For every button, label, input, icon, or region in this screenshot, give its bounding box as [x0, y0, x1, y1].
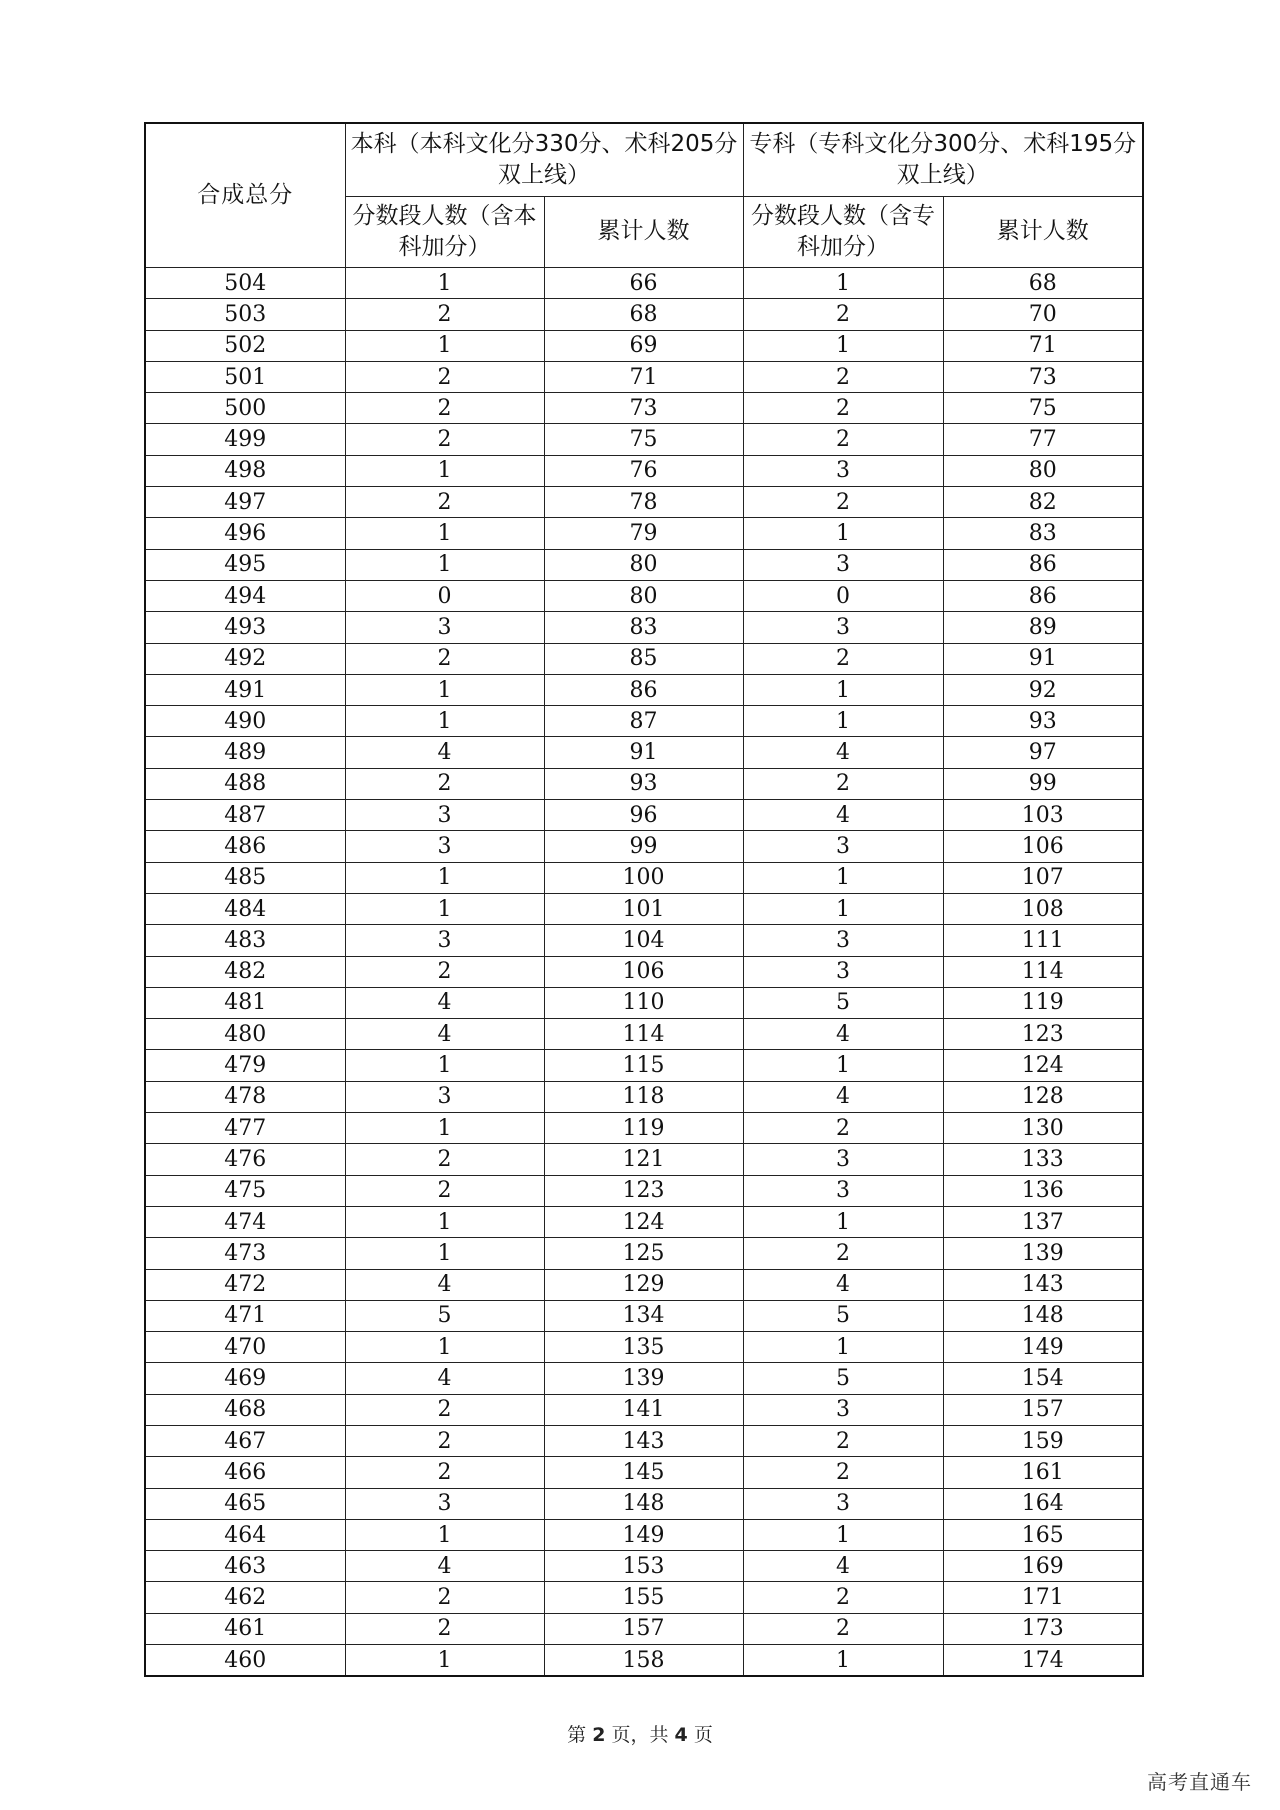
- total-score-cell: 497: [145, 487, 345, 518]
- table-row: [145, 1144, 1143, 1175]
- junior-segment-cell: 3: [743, 1394, 943, 1425]
- undergrad-segment-cell: 1: [345, 674, 544, 705]
- undergrad-segment-cell: 2: [345, 1582, 544, 1613]
- undergrad-segment-cell: 4: [345, 1269, 544, 1300]
- table-row: [145, 487, 1143, 518]
- table-row: [145, 393, 1143, 424]
- total-score-cell: 490: [145, 706, 345, 737]
- table-row: [145, 361, 1143, 392]
- undergrad-segment-cell: 3: [345, 612, 544, 643]
- undergrad-segment-cell: 1: [345, 1519, 544, 1550]
- undergrad-segment-cell: 2: [345, 1175, 544, 1206]
- undergrad-segment-cell: 0: [345, 580, 544, 611]
- junior-cumulative-cell: 137: [943, 1206, 1143, 1237]
- junior-segment-cell: 3: [743, 831, 943, 862]
- undergrad-cumulative-cell: 71: [544, 361, 743, 392]
- header-junior-cumulative: 累计人数: [943, 196, 1143, 268]
- junior-cumulative-cell: 159: [943, 1425, 1143, 1456]
- junior-segment-cell: 1: [743, 1206, 943, 1237]
- table-row: [145, 268, 1143, 299]
- table-header: [145, 123, 1143, 268]
- undergrad-segment-cell: 3: [345, 925, 544, 956]
- junior-cumulative-cell: 71: [943, 330, 1143, 361]
- junior-segment-cell: 2: [743, 1113, 943, 1144]
- total-score-cell: 491: [145, 674, 345, 705]
- undergrad-cumulative-cell: 66: [544, 268, 743, 299]
- total-score-cell: 469: [145, 1363, 345, 1394]
- total-score-cell: 496: [145, 518, 345, 549]
- undergrad-segment-cell: 2: [345, 361, 544, 392]
- table-row: [145, 893, 1143, 924]
- total-score-cell: 463: [145, 1551, 345, 1582]
- junior-cumulative-cell: 154: [943, 1363, 1143, 1394]
- table-row: [145, 1488, 1143, 1519]
- junior-segment-cell: 4: [743, 800, 943, 831]
- table-row: [145, 1582, 1143, 1613]
- undergrad-cumulative-cell: 129: [544, 1269, 743, 1300]
- undergrad-cumulative-cell: 83: [544, 612, 743, 643]
- table-row: [145, 424, 1143, 455]
- undergrad-cumulative-cell: 101: [544, 893, 743, 924]
- undergrad-cumulative-cell: 80: [544, 549, 743, 580]
- junior-cumulative-cell: 157: [943, 1394, 1143, 1425]
- undergrad-segment-cell: 3: [345, 1081, 544, 1112]
- undergrad-segment-cell: 1: [345, 706, 544, 737]
- table-row: [145, 1081, 1143, 1112]
- undergrad-cumulative-cell: 79: [544, 518, 743, 549]
- total-score-cell: 478: [145, 1081, 345, 1112]
- undergrad-cumulative-cell: 148: [544, 1488, 743, 1519]
- watermark: 高考直通车: [1147, 1770, 1252, 1794]
- undergrad-segment-cell: 2: [345, 424, 544, 455]
- undergrad-segment-cell: 1: [345, 1238, 544, 1269]
- junior-cumulative-cell: 83: [943, 518, 1143, 549]
- junior-segment-cell: 2: [743, 487, 943, 518]
- total-score-cell: 492: [145, 643, 345, 674]
- undergrad-segment-cell: 2: [345, 1457, 544, 1488]
- junior-cumulative-cell: 133: [943, 1144, 1143, 1175]
- total-score-cell: 474: [145, 1206, 345, 1237]
- table-row: [145, 549, 1143, 580]
- junior-cumulative-cell: 77: [943, 424, 1143, 455]
- undergrad-cumulative-cell: 125: [544, 1238, 743, 1269]
- junior-segment-cell: 1: [743, 893, 943, 924]
- undergrad-segment-cell: 1: [345, 1206, 544, 1237]
- table-row: [145, 1645, 1143, 1677]
- table-row: [145, 1206, 1143, 1237]
- undergrad-cumulative-cell: 135: [544, 1332, 743, 1363]
- undergrad-cumulative-cell: 143: [544, 1425, 743, 1456]
- undergrad-segment-cell: 1: [345, 1332, 544, 1363]
- junior-cumulative-cell: 165: [943, 1519, 1143, 1550]
- undergrad-cumulative-cell: 80: [544, 580, 743, 611]
- junior-segment-cell: 3: [743, 549, 943, 580]
- undergrad-cumulative-cell: 145: [544, 1457, 743, 1488]
- junior-segment-cell: 3: [743, 1488, 943, 1519]
- junior-cumulative-cell: 86: [943, 549, 1143, 580]
- total-score-cell: 479: [145, 1050, 345, 1081]
- total-score-cell: 493: [145, 612, 345, 643]
- table-row: [145, 1113, 1143, 1144]
- junior-cumulative-cell: 173: [943, 1613, 1143, 1644]
- undergrad-segment-cell: 2: [345, 1425, 544, 1456]
- junior-cumulative-cell: 164: [943, 1488, 1143, 1519]
- undergrad-cumulative-cell: 93: [544, 768, 743, 799]
- junior-segment-cell: 2: [743, 1238, 943, 1269]
- table-row: [145, 1394, 1143, 1425]
- undergrad-cumulative-cell: 76: [544, 455, 743, 486]
- junior-cumulative-cell: 169: [943, 1551, 1143, 1582]
- total-score-cell: 465: [145, 1488, 345, 1519]
- total-score-cell: 467: [145, 1425, 345, 1456]
- junior-cumulative-cell: 107: [943, 862, 1143, 893]
- undergrad-cumulative-cell: 85: [544, 643, 743, 674]
- undergrad-segment-cell: 2: [345, 1613, 544, 1644]
- junior-cumulative-cell: 92: [943, 674, 1143, 705]
- undergrad-segment-cell: 2: [345, 768, 544, 799]
- header-total-score: 合成总分: [145, 123, 345, 268]
- junior-segment-cell: 4: [743, 1551, 943, 1582]
- total-score-cell: 473: [145, 1238, 345, 1269]
- table-row: [145, 299, 1143, 330]
- junior-cumulative-cell: 89: [943, 612, 1143, 643]
- junior-segment-cell: 2: [743, 361, 943, 392]
- undergrad-cumulative-cell: 118: [544, 1081, 743, 1112]
- undergrad-segment-cell: 2: [345, 393, 544, 424]
- junior-segment-cell: 4: [743, 1019, 943, 1050]
- junior-cumulative-cell: 124: [943, 1050, 1143, 1081]
- table-row: [145, 1613, 1143, 1644]
- junior-cumulative-cell: 103: [943, 800, 1143, 831]
- table-row: [145, 737, 1143, 768]
- undergrad-cumulative-cell: 73: [544, 393, 743, 424]
- undergrad-cumulative-cell: 123: [544, 1175, 743, 1206]
- undergrad-segment-cell: 4: [345, 987, 544, 1018]
- junior-cumulative-cell: 174: [943, 1645, 1143, 1677]
- junior-segment-cell: 2: [743, 393, 943, 424]
- total-score-cell: 502: [145, 330, 345, 361]
- junior-segment-cell: 3: [743, 1175, 943, 1206]
- table-row: [145, 1457, 1143, 1488]
- undergrad-cumulative-cell: 158: [544, 1645, 743, 1677]
- undergrad-segment-cell: 5: [345, 1300, 544, 1331]
- undergrad-cumulative-cell: 124: [544, 1206, 743, 1237]
- total-score-cell: 476: [145, 1144, 345, 1175]
- table-row: [145, 768, 1143, 799]
- table-body: [145, 268, 1143, 1677]
- junior-segment-cell: 2: [743, 643, 943, 674]
- undergrad-segment-cell: 2: [345, 299, 544, 330]
- junior-segment-cell: 4: [743, 1269, 943, 1300]
- total-score-cell: 483: [145, 925, 345, 956]
- table-row: [145, 1300, 1143, 1331]
- junior-segment-cell: 0: [743, 580, 943, 611]
- undergrad-segment-cell: 4: [345, 737, 544, 768]
- total-score-cell: 464: [145, 1519, 345, 1550]
- junior-cumulative-cell: 128: [943, 1081, 1143, 1112]
- undergrad-segment-cell: 4: [345, 1551, 544, 1582]
- table-row: [145, 1175, 1143, 1206]
- undergrad-cumulative-cell: 78: [544, 487, 743, 518]
- junior-segment-cell: 3: [743, 1144, 943, 1175]
- junior-segment-cell: 5: [743, 987, 943, 1018]
- junior-segment-cell: 1: [743, 1519, 943, 1550]
- table-row: [145, 956, 1143, 987]
- junior-cumulative-cell: 143: [943, 1269, 1143, 1300]
- total-score-cell: 503: [145, 299, 345, 330]
- undergrad-cumulative-cell: 114: [544, 1019, 743, 1050]
- table-row: [145, 1363, 1143, 1394]
- junior-segment-cell: 1: [743, 862, 943, 893]
- footer-page-number: 2: [592, 1724, 606, 1746]
- undergrad-cumulative-cell: 121: [544, 1144, 743, 1175]
- score-distribution-table: [144, 122, 1144, 1677]
- junior-cumulative-cell: 114: [943, 956, 1143, 987]
- total-score-cell: 486: [145, 831, 345, 862]
- total-score-cell: 475: [145, 1175, 345, 1206]
- undergrad-cumulative-cell: 134: [544, 1300, 743, 1331]
- undergrad-cumulative-cell: 100: [544, 862, 743, 893]
- undergrad-cumulative-cell: 110: [544, 987, 743, 1018]
- undergrad-segment-cell: 1: [345, 455, 544, 486]
- undergrad-cumulative-cell: 96: [544, 800, 743, 831]
- junior-cumulative-cell: 130: [943, 1113, 1143, 1144]
- table-row: [145, 455, 1143, 486]
- total-score-cell: 499: [145, 424, 345, 455]
- junior-segment-cell: 1: [743, 1050, 943, 1081]
- total-score-cell: 487: [145, 800, 345, 831]
- junior-segment-cell: 1: [743, 268, 943, 299]
- header-junior: 专科（专科文化分300分、术科195分双上线）: [743, 123, 1143, 196]
- table-row: [145, 1332, 1143, 1363]
- total-score-cell: 501: [145, 361, 345, 392]
- table-row: [145, 1551, 1143, 1582]
- undergrad-segment-cell: 4: [345, 1019, 544, 1050]
- junior-cumulative-cell: 73: [943, 361, 1143, 392]
- table-row: [145, 1425, 1143, 1456]
- total-score-cell: 477: [145, 1113, 345, 1144]
- undergrad-cumulative-cell: 149: [544, 1519, 743, 1550]
- total-score-cell: 481: [145, 987, 345, 1018]
- junior-segment-cell: 3: [743, 612, 943, 643]
- junior-segment-cell: 5: [743, 1300, 943, 1331]
- undergrad-cumulative-cell: 141: [544, 1394, 743, 1425]
- total-score-cell: 482: [145, 956, 345, 987]
- junior-cumulative-cell: 161: [943, 1457, 1143, 1488]
- junior-segment-cell: 1: [743, 518, 943, 549]
- undergrad-cumulative-cell: 68: [544, 299, 743, 330]
- undergrad-cumulative-cell: 157: [544, 1613, 743, 1644]
- table-row: [145, 580, 1143, 611]
- footer-middle: 页，共: [605, 1724, 675, 1746]
- total-score-cell: 495: [145, 549, 345, 580]
- undergrad-segment-cell: 3: [345, 1488, 544, 1519]
- junior-cumulative-cell: 75: [943, 393, 1143, 424]
- table-row: [145, 1238, 1143, 1269]
- junior-cumulative-cell: 97: [943, 737, 1143, 768]
- junior-cumulative-cell: 111: [943, 925, 1143, 956]
- undergrad-segment-cell: 1: [345, 1113, 544, 1144]
- junior-cumulative-cell: 68: [943, 268, 1143, 299]
- junior-segment-cell: 1: [743, 674, 943, 705]
- undergrad-segment-cell: 1: [345, 1645, 544, 1677]
- table-row: [145, 612, 1143, 643]
- total-score-cell: 471: [145, 1300, 345, 1331]
- undergrad-segment-cell: 1: [345, 862, 544, 893]
- undergrad-cumulative-cell: 153: [544, 1551, 743, 1582]
- total-score-cell: 489: [145, 737, 345, 768]
- undergrad-segment-cell: 2: [345, 956, 544, 987]
- undergrad-cumulative-cell: 99: [544, 831, 743, 862]
- header-junior-segment: 分数段人数（含专科加分）: [743, 196, 943, 268]
- undergrad-cumulative-cell: 119: [544, 1113, 743, 1144]
- junior-cumulative-cell: 123: [943, 1019, 1143, 1050]
- junior-segment-cell: 2: [743, 424, 943, 455]
- footer-prefix: 第: [567, 1724, 593, 1746]
- junior-segment-cell: 2: [743, 1582, 943, 1613]
- page-footer: [0, 1720, 1280, 1747]
- junior-cumulative-cell: 108: [943, 893, 1143, 924]
- undergrad-cumulative-cell: 104: [544, 925, 743, 956]
- undergrad-cumulative-cell: 91: [544, 737, 743, 768]
- junior-cumulative-cell: 119: [943, 987, 1143, 1018]
- junior-segment-cell: 2: [743, 1457, 943, 1488]
- total-score-cell: 500: [145, 393, 345, 424]
- junior-cumulative-cell: 139: [943, 1238, 1143, 1269]
- junior-segment-cell: 2: [743, 768, 943, 799]
- footer-suffix: 页: [687, 1724, 713, 1746]
- total-score-cell: 460: [145, 1645, 345, 1677]
- undergrad-cumulative-cell: 75: [544, 424, 743, 455]
- total-score-cell: 484: [145, 893, 345, 924]
- undergrad-segment-cell: 1: [345, 330, 544, 361]
- undergrad-segment-cell: 2: [345, 487, 544, 518]
- junior-segment-cell: 3: [743, 956, 943, 987]
- table-row: [145, 706, 1143, 737]
- junior-cumulative-cell: 93: [943, 706, 1143, 737]
- undergrad-cumulative-cell: 139: [544, 1363, 743, 1394]
- junior-cumulative-cell: 70: [943, 299, 1143, 330]
- junior-segment-cell: 1: [743, 706, 943, 737]
- header-undergrad: 本科（本科文化分330分、术科205分双上线）: [345, 123, 743, 196]
- total-score-cell: 462: [145, 1582, 345, 1613]
- junior-segment-cell: 1: [743, 1645, 943, 1677]
- junior-cumulative-cell: 149: [943, 1332, 1143, 1363]
- table-row: [145, 1269, 1143, 1300]
- junior-segment-cell: 2: [743, 1613, 943, 1644]
- junior-cumulative-cell: 91: [943, 643, 1143, 674]
- total-score-cell: 468: [145, 1394, 345, 1425]
- table-row: [145, 1019, 1143, 1050]
- header-undergrad-segment: 分数段人数（含本科加分）: [345, 196, 544, 268]
- junior-cumulative-cell: 82: [943, 487, 1143, 518]
- junior-segment-cell: 3: [743, 455, 943, 486]
- table-row: [145, 925, 1143, 956]
- undergrad-cumulative-cell: 106: [544, 956, 743, 987]
- table-row: [145, 1050, 1143, 1081]
- footer-total-pages: 4: [674, 1724, 688, 1746]
- undergrad-segment-cell: 2: [345, 1144, 544, 1175]
- total-score-cell: 470: [145, 1332, 345, 1363]
- undergrad-cumulative-cell: 86: [544, 674, 743, 705]
- undergrad-segment-cell: 2: [345, 1394, 544, 1425]
- junior-cumulative-cell: 99: [943, 768, 1143, 799]
- table-row: [145, 674, 1143, 705]
- undergrad-cumulative-cell: 115: [544, 1050, 743, 1081]
- undergrad-segment-cell: 1: [345, 268, 544, 299]
- junior-segment-cell: 2: [743, 299, 943, 330]
- total-score-cell: 461: [145, 1613, 345, 1644]
- undergrad-segment-cell: 2: [345, 643, 544, 674]
- undergrad-segment-cell: 3: [345, 800, 544, 831]
- table-row: [145, 987, 1143, 1018]
- junior-cumulative-cell: 106: [943, 831, 1143, 862]
- total-score-cell: 488: [145, 768, 345, 799]
- junior-segment-cell: 4: [743, 737, 943, 768]
- junior-segment-cell: 5: [743, 1363, 943, 1394]
- total-score-cell: 494: [145, 580, 345, 611]
- junior-segment-cell: 4: [743, 1081, 943, 1112]
- undergrad-segment-cell: 1: [345, 1050, 544, 1081]
- undergrad-cumulative-cell: 155: [544, 1582, 743, 1613]
- undergrad-cumulative-cell: 69: [544, 330, 743, 361]
- junior-cumulative-cell: 148: [943, 1300, 1143, 1331]
- junior-segment-cell: 1: [743, 1332, 943, 1363]
- table-row: [145, 518, 1143, 549]
- total-score-cell: 504: [145, 268, 345, 299]
- junior-cumulative-cell: 171: [943, 1582, 1143, 1613]
- undergrad-segment-cell: 1: [345, 893, 544, 924]
- table-row: [145, 862, 1143, 893]
- table-row: [145, 1519, 1143, 1550]
- table-row: [145, 831, 1143, 862]
- total-score-cell: 485: [145, 862, 345, 893]
- undergrad-segment-cell: 4: [345, 1363, 544, 1394]
- table-row: [145, 800, 1143, 831]
- total-score-cell: 480: [145, 1019, 345, 1050]
- table-row: [145, 330, 1143, 361]
- undergrad-segment-cell: 1: [345, 549, 544, 580]
- undergrad-cumulative-cell: 87: [544, 706, 743, 737]
- junior-cumulative-cell: 80: [943, 455, 1143, 486]
- table-row: [145, 643, 1143, 674]
- junior-cumulative-cell: 136: [943, 1175, 1143, 1206]
- undergrad-segment-cell: 1: [345, 518, 544, 549]
- junior-segment-cell: 3: [743, 925, 943, 956]
- undergrad-segment-cell: 3: [345, 831, 544, 862]
- junior-segment-cell: 2: [743, 1425, 943, 1456]
- junior-segment-cell: 1: [743, 330, 943, 361]
- junior-cumulative-cell: 86: [943, 580, 1143, 611]
- total-score-cell: 498: [145, 455, 345, 486]
- total-score-cell: 466: [145, 1457, 345, 1488]
- header-undergrad-cumulative: 累计人数: [544, 196, 743, 268]
- total-score-cell: 472: [145, 1269, 345, 1300]
